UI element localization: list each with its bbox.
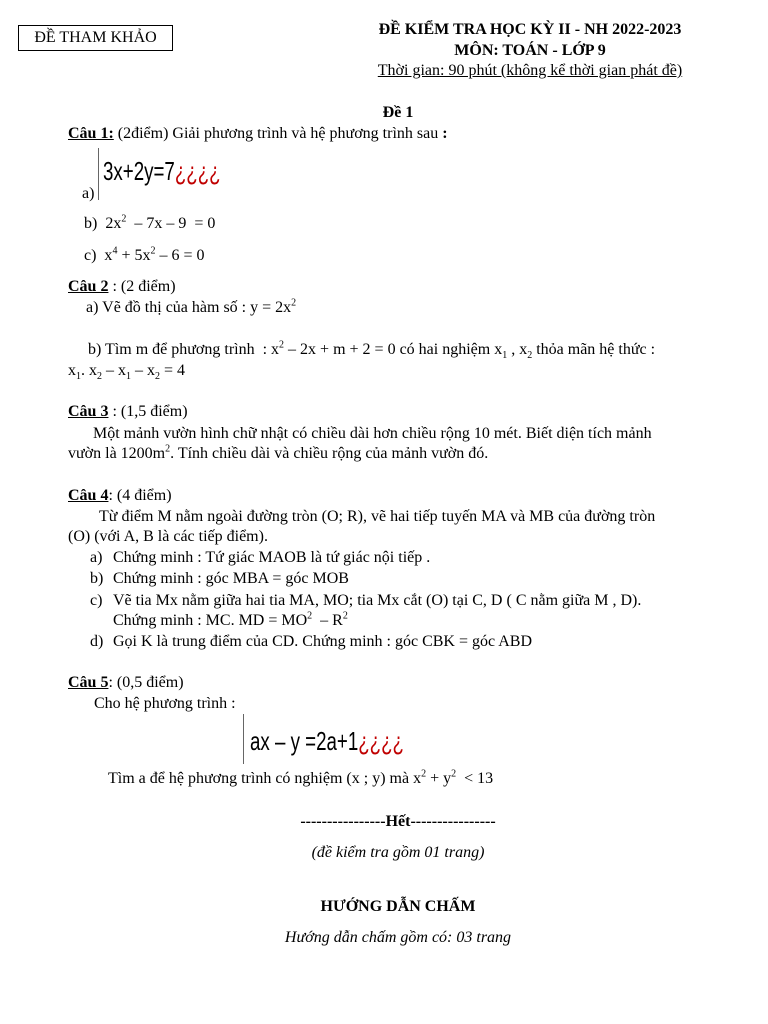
q2-b: b) Tìm m để phương trình : $x^2 - 2x + m + 2 = 0$ có hai nghiệm $x_1$ , $x_2$ thỏa mãn hệ thức : [88,339,656,362]
q4-text-line1: Từ điểm M nằm ngoài đường tròn (O; R), vẽ hai tiếp tuyến MA và MB của đường tròn [99,508,656,525]
question-5-label: Câu 5 [68,674,109,691]
q1-b: b) $2x^2 - 7x - 9 = 0$ [84,213,216,232]
system-brace-5 [243,714,244,764]
q4-item-c-proof: Chứng minh : MC. MD = $MO^2 - R^2$ [113,610,348,629]
reference-label: ĐỀ THAM KHẢO [18,25,173,51]
q5-intro: Cho hệ phương trình : [94,695,236,712]
q1-a-equation-main: 3x+2y=7 [103,156,175,186]
q4-item-d-text: Gọi K là trung điểm của CD. Chứng minh : góc CBK = góc ABD [113,633,532,650]
exam-title: ĐỀ KIỂM TRA HỌC KỲ II - NH 2022-2023 [378,21,682,38]
q4-text-line2: (O) (với A, B là các tiếp điểm). [68,528,268,545]
q1-c: c) $x^4 + 5x^2 - 6 = 0$ [84,245,205,264]
q4-item-d-marker: d) [90,633,104,650]
q5-question: Tìm a để hệ phương trình có nghiệm (x ; y) mà $x^2 + y^2 < 13$ [108,768,494,787]
q4-item-a-text: Chứng minh : Tứ giác MAOB là tứ giác nội tiếp . [113,549,431,566]
question-2-points: : (2 điểm) [108,278,176,295]
q4-item-b [90,569,349,589]
q5-equation-garbled: ¿¿¿¿ [358,726,404,756]
q4-item-b-marker: b) [90,570,104,587]
end-mark: ----------------Hết---------------- [300,813,496,830]
question-4-points: : (4 điểm) [108,487,172,504]
q4-item-c [90,591,641,611]
question-4-heading [68,486,172,506]
question-5-points: : (0,5 điểm) [108,674,184,691]
q1-a-equation-garbled: ¿¿¿¿ [174,156,221,186]
q2-a: a) Vẽ đồ thị của hàm số : $y = 2x^2$ [86,297,297,316]
de-title: Đề 1 [382,104,414,121]
page-count-note: (đề kiểm tra gồm 01 trang) [311,844,485,861]
q5-equation [250,726,404,757]
question-3-points: : (1,5 điểm) [108,403,188,420]
q4-item-d [90,632,532,652]
q2-b-condition: $x_1$. $x_2 - x_1 - x_2 = 4$ [68,362,186,383]
guide-title: HƯỚNG DẪN CHẤM [320,898,476,915]
question-2-heading [68,277,176,297]
question-5-heading [68,673,184,693]
question-1-label: Câu 1: [68,125,114,142]
q4-item-b-text: Chứng minh : góc MBA = góc MOB [113,570,349,587]
q4-item-a-marker: a) [90,549,103,566]
q4-item-c-marker: c) [90,592,103,609]
q4-item-a [90,548,430,568]
q1-a-label: a) [82,185,95,202]
q3-text-line2: vườn là $1200m^2$. Tính chiều dài và chiều rộng của mảnh vườn đó. [68,443,489,462]
question-3-heading [68,402,188,422]
system-brace-1 [98,148,99,200]
time-note: Thời gian: 90 phút (không kể thời gian phát đề) [377,62,683,79]
q4-item-c-text: Vẽ tia Mx nằm giữa hai tia MA, MO; tia Mx cắt (O) tại C, D ( C nằm giữa M , D). [113,592,642,609]
q3-text-line1: Một mảnh vườn hình chữ nhật có chiều dài hơn chiều rộng 10 mét. Biết diện tích mảnh [93,425,652,442]
question-2-label: Câu 2 [68,278,109,295]
question-1-colon: : [442,125,448,142]
question-1-heading [68,124,448,144]
guide-subtitle: Hướng dẫn chấm gồm có: 03 trang [284,929,512,946]
subject-title: MÔN: TOÁN - LỚP 9 [454,42,606,59]
q5-equation-main: ax – y =2a+1 [250,726,359,756]
q1-a-equation [103,156,221,187]
question-4-label: Câu 4 [68,487,109,504]
question-3-label: Câu 3 [68,403,109,420]
question-1-text: (2điểm) Giải phương trình và hệ phương trình sau [113,125,443,142]
